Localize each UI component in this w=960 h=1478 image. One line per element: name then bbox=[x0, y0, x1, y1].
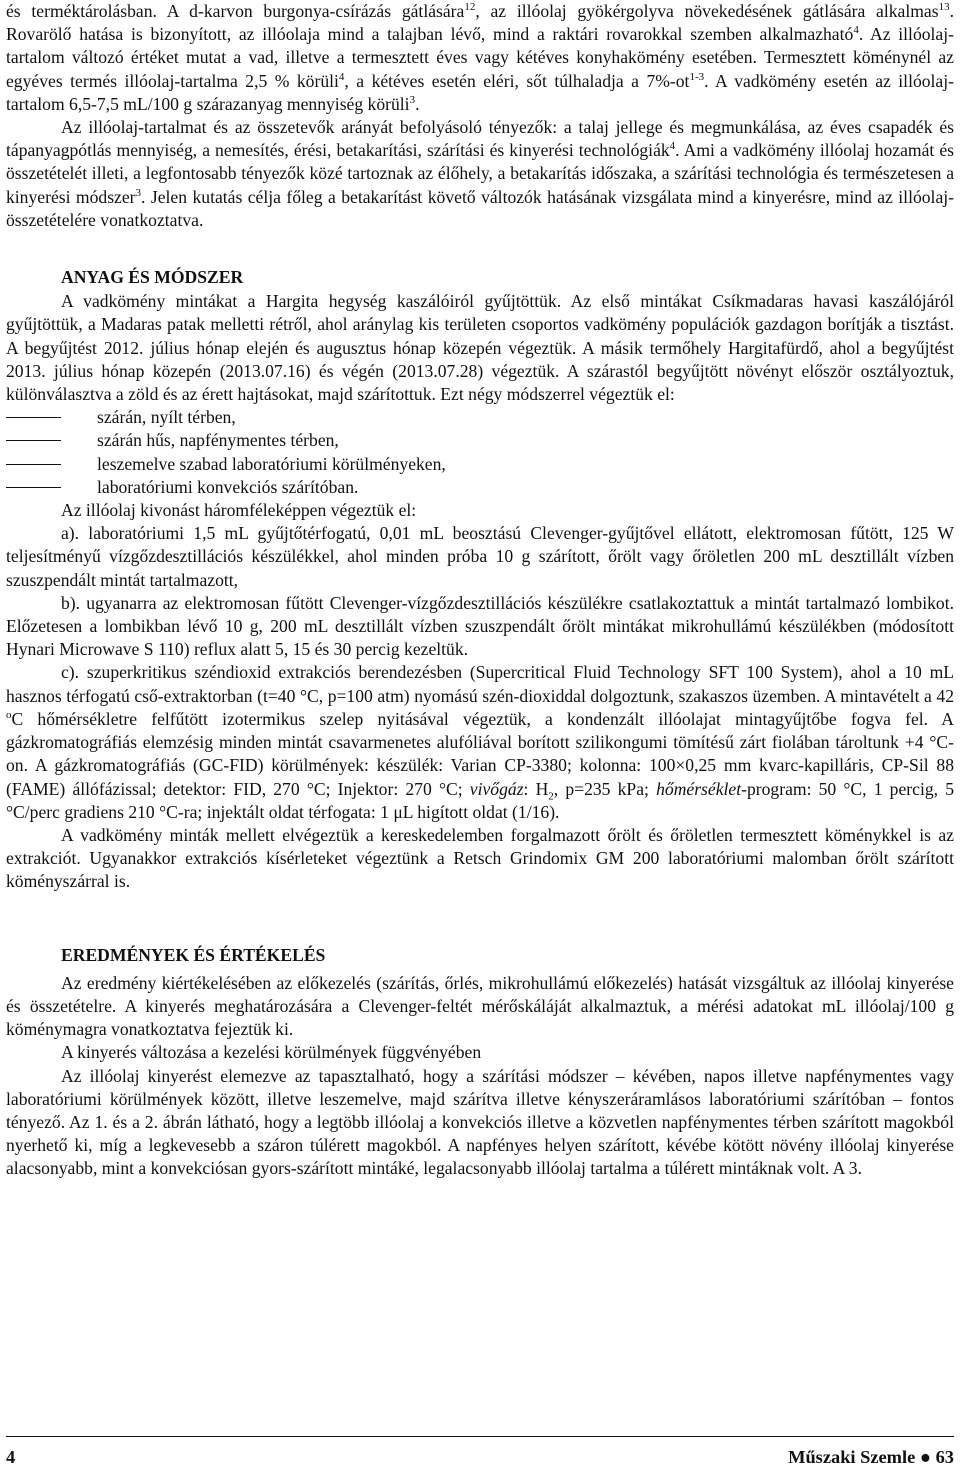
paragraph-methods: A vadkömény mintákat a Hargita hegység kaszálóiról gyűjtöttük. Az első mintákat Csíkmadaras havasi kaszálójáról gyűjtöttük, a Madaras patak melletti rétről, ahol aránylag kis területen csoportos vadkömény populációk gazdagon borítják a tisztást. A begyűjtést 2012. július hónap elején és augusztus hónap közepén végeztük. A másik termőhely Hargitafürdő, ahol a begyűjtést 2013. július hónap közepén (2013.07.16) és végén (2013.07.28) végeztük. A szárastól begyűjtött növényt először osztályoztuk, különválasztva a zöld és az érett hajtásokat, majd szárítottuk. Ezt négy módszerrel végeztük el: bbox=[6, 291, 954, 405]
list-item: szárán hűs, napfénymentes térben, bbox=[6, 429, 954, 452]
journal-page bbox=[788, 1446, 954, 1469]
paragraph-commercial: A vadkömény minták mellett elvégeztük a kereskedelemben forgalmazott őrölt és őröletlen termesztett köménykkel is az extrakciót. Ugyanakkor extrakciós kísérleteket végeztünk a Retsch Grindomix GM 200 laboratóriumi malomban őrölt szárított köményszárral is. bbox=[6, 824, 954, 892]
dash-bullet bbox=[6, 417, 61, 418]
dash-bullet bbox=[6, 440, 61, 441]
journal-name: Műszaki Szemle bbox=[788, 1447, 916, 1467]
issue-number: 4 bbox=[6, 1447, 16, 1467]
paragraph-yield: Az illóolaj kinyerést elemezve az tapasztalható, hogy a szárítási módszer – kévében, napos illetve napfénymentes vagy laboratóriumi körülmények között, illetve leszemelve, majd szárítva illetve kényszeráramlásos laboratóriumi szárítóban – fontos tényező. Az 1. és a 2. ábrán látható, hogy a legtöbb illóolaj a konvekciós illetve a közvetlen napfénymentes térben szárított magokból nyerhető ki, míg a legkevesebb a száron túlérett magokból. A napfényes helyen szárított, kévébe kötött növény illóolaj kinyerése alacsonyabb, mint a konvekciósan gyors-szárított mintáké, legalacsonyabb illóolaj tartalma a túlérett mintáknak volt. A 3. bbox=[6, 1065, 954, 1179]
bullet-icon: ● bbox=[919, 1447, 931, 1467]
list-item: laboratóriumi konvekciós szárítóban. bbox=[6, 476, 954, 499]
subheading-yield: A kinyerés változása a kezelési körülmények függvényében bbox=[61, 1042, 482, 1063]
paragraph-factors: Az illóolaj-tartalmat és az összetevők arányát befolyásoló tényezők: a talaj jellege és megmunkálása, az éves csapadék és tápanyagpótlás mennyiség, a nemesítés, érési, betakarítási, szárítási és kinyerési technológiák$^4$. Ami a vadkömény illóolaj hozamát és összetételét illeti, a legfontosabb tényezők közé tartoznak az élőhely, a betakarítás időszaka, a szárítási technológia és természetesen a kinyerési módszer$^3$. Jelen kutatás célja főleg a betakarítást követő változók hatásának vizsgálata mind a kinyerésre, mind az illóolaj-összetételére vonatkoztatva. bbox=[6, 117, 955, 230]
page-number: 63 bbox=[935, 1447, 954, 1467]
paragraph-method-b: b). ugyanarra az elektromosan fűtött Clevenger-vízgőzdesztillációs készülékre csatlakoztattuk a mintát tartalmazó lombikot. Előzetesen a lombikban lévő 10 g, 200 mL desztillált vízben szuszpendált őrölt mintákat mikrohullámú készülékben (módosított Hynari Microwave S 110) reflux alatt 5, 15 és 30 percig kezeltük. bbox=[6, 592, 954, 660]
footer-rule bbox=[6, 1436, 954, 1437]
list-item: szárán, nyílt térben, bbox=[6, 406, 954, 429]
section-heading-results: EREDMÉNYEK ÉS ÉRTÉKELÉS bbox=[61, 944, 326, 965]
dash-bullet bbox=[6, 487, 61, 488]
paragraph-intro: és terméktárolásban. A d-karvon burgonya-csírázás gátlására$^{12}$, az illóolaj gyökérgolyva növekedésének gátlására alkalmas$^{13}$. Rovarölő hatása is bizonyított, az illóolaja mind a talajban lévő, mind a raktári rovarokkal szemben alkalmazható$^4$. Az illóolaj-tartalom változó értéket mutat a vad, illetve a termesztett éves vagy kétéves konyhakömény esetében. Termesztett köménynél az egyéves termés illóolaj-tartalma 2,5 % körüli$^4$, a kétéves esetén eléri, sőt túlhaladja a $7\%-ot^{1-3}$. A vadkömény esetén az illóolaj-tartalom 6,5-7,5 mL/100 g szárazanyag mennyiség körüli$^3$. bbox=[6, 1, 954, 114]
document-page bbox=[6, 0, 954, 1478]
dash-bullet bbox=[6, 464, 61, 465]
paragraph-extraction-intro: Az illóolaj kivonást háromféleképpen végeztük el: bbox=[61, 500, 417, 521]
paragraph-results: Az eredmény kiértékelésében az előkezelés (szárítás, őrlés, mikrohullámú előkezelés) hatását vizsgáltuk az illóolaj kinyerése és összetételre. A kinyerés meghatározására a Clevenger-feltét mérőskáláját alkalmaztuk, a mérési adatokat mL illóolaj/100 g köménymagra vonatkoztatva fejeztük ki. bbox=[6, 972, 954, 1040]
list-item: leszemelve szabad laboratóriumi körülményeken, bbox=[6, 453, 954, 476]
section-heading-methods: ANYAG ÉS MÓDSZER bbox=[61, 267, 244, 288]
paragraph-method-a: a). laboratóriumi 1,5 mL gyűjtőtérfogatú, 0,01 mL beosztású Clevenger-gyűjtővel ellátott, elektromosan fűtött, 125 W teljesítményű vízgőzdesztillációs készülékkel, ahol minden próba 10 g szárított, őrölt vagy őröletlen 200 mL desztillált vízben szuszpendált mintát tartalmazott, bbox=[6, 523, 954, 590]
paragraph-method-c: c). szuperkritikus széndioxid extrakciós berendezésben (Supercritical Fluid Technology SFT 100 System), ahol a 10 mL hasznos térfogatú cső-extraktorban (t=40 °C, p=100 atm) nyomású szén-dioxiddal dolgoztunk, szakaszos üzemben. A mintavételt a 42 $^o$C hőmérsékletre felfűtött izotermikus szelep nyitásával végeztük, a kondenzált illóolajat mintagyűjtőbe fogva fel. A gázkromatográfiás elemzésig minden mintát csavarmenetes alufóliával borított szilikongumi tömítésű zárt fiolában tároltunk +4 °C-on. A gázkromatográfiás (GC-FID) körülmények: készülék: Varian CP-3380; kolonna: 100×0,25 mm kvarc-kapilláris, CP-Sil 88 (FAME) állófázissal; detektor: FID, 270 °C; Injektor: 270 °C; vivőgáz: $H_2$, p=235 kPa; hőmérséklet-program: 50 °C, 1 percig, 5 °C/perc gradiens 210 °C-ra; injektált oldat térfogata: 1 μL higított oldat (1/16). bbox=[6, 662, 955, 822]
